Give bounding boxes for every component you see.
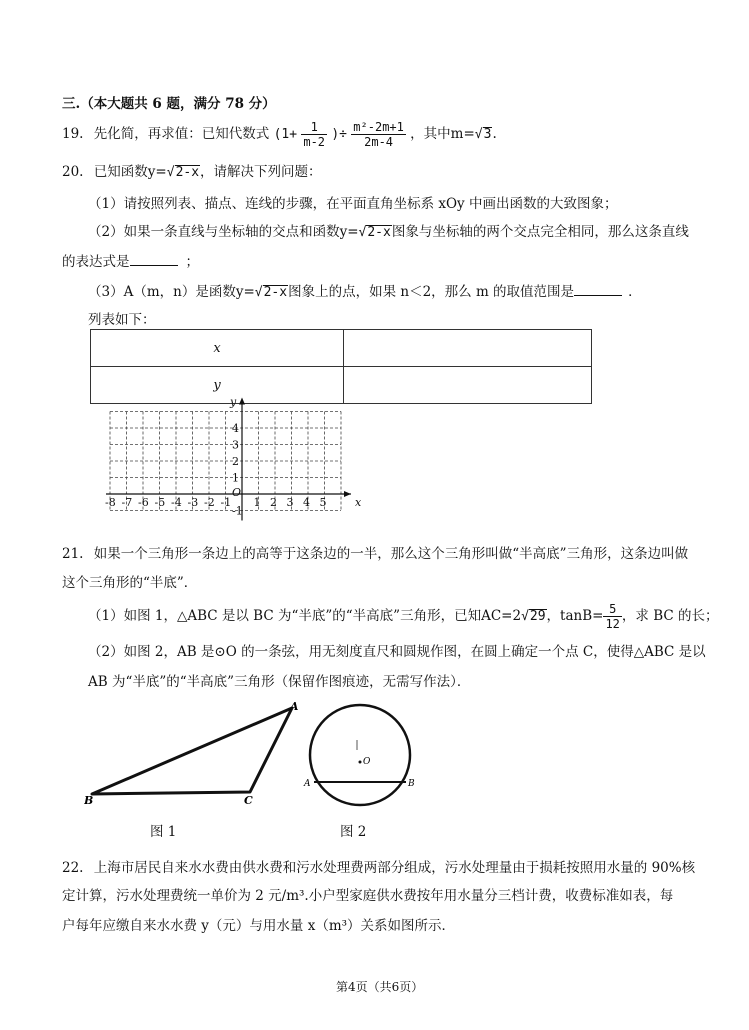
q19-paren-open: (1+ bbox=[273, 127, 298, 142]
x-tick-label: 5 bbox=[319, 496, 327, 509]
question-20-intro: 20. 已知函数y=√2-x，请解决下列问题： bbox=[62, 164, 322, 180]
q21-line-2: 这个三角形的“半底”． bbox=[62, 575, 198, 591]
table-row bbox=[91, 330, 592, 367]
figure-2-circle bbox=[300, 702, 420, 812]
point-b-label: B bbox=[408, 779, 415, 789]
x-tick-label: 1 bbox=[253, 496, 261, 509]
q20-part-1: （1）请按照列表、描点、连线的步骤，在平面直角坐标系 xOy 中画出函数的大致图象； bbox=[88, 196, 618, 212]
q21-part-1: （1）如图 1，△ABC 是以 BC 为“半底”的“半高底”三角形，已知AC=2√29，tanB= $\frac{5}{12}$ ，求 BC 的长； bbox=[88, 602, 719, 631]
table-header-y: y bbox=[91, 367, 344, 404]
x-tick-label: 4 bbox=[303, 496, 310, 509]
x-tick-label: -6 bbox=[138, 496, 149, 509]
q20-part-2-cont: 的表达式是 ； bbox=[62, 254, 199, 270]
origin-label: O bbox=[232, 486, 242, 499]
answer-blank[interactable] bbox=[130, 265, 178, 266]
y-axis-label: y bbox=[230, 395, 237, 409]
page-footer: 第4页（共6页） bbox=[336, 980, 424, 994]
q21-part-2-cont: AB 为“半底”的“半高底”三角形（保留作图痕迹，无需写作法）． bbox=[88, 674, 471, 690]
section-heading: 三.（本大题共 6 题，满分 78 分） bbox=[62, 96, 276, 112]
q19-text-b: ，其中m= bbox=[410, 126, 475, 142]
vertex-a-label: A bbox=[290, 700, 299, 713]
x-tick-label: -2 bbox=[204, 496, 215, 509]
q19-text-a: 先化简，再求值：已知代数式 bbox=[93, 126, 270, 142]
tan-fraction: $\frac{5}{12}$ bbox=[605, 602, 620, 631]
q19-sqrt: 3 bbox=[483, 127, 492, 142]
table-cell[interactable] bbox=[344, 367, 592, 404]
question-21: 21. 如果一个三角形一条边上的高等于这条边的一半，那么这个三角形叫做“半高底”三角形，这条边叫做 bbox=[62, 546, 689, 562]
x-tick-label: -1 bbox=[220, 496, 232, 509]
x-tick-label: -8 bbox=[105, 496, 116, 509]
coordinate-grid[interactable] bbox=[80, 392, 380, 534]
q22-line-2: 定计算，污水处理费统一单价为 2 元/m³.小户型家庭供水费按年用水量分三档计费，收费标准如表，每 bbox=[62, 888, 674, 904]
y-tick-label: -1 bbox=[232, 504, 243, 518]
y-tick-label: 3 bbox=[232, 438, 239, 452]
q19-fraction-1: $\frac{1}{m-2}$ bbox=[303, 120, 326, 149]
q20-part-2: （2）如果一条直线与坐标轴的交点和函数y=√2-x图象与坐标轴的两个交点完全相同，那么这条直线 bbox=[88, 224, 689, 240]
y-tick-label: 4 bbox=[232, 422, 239, 435]
table-header-x: x bbox=[91, 330, 344, 367]
figure-1-caption: 图 1 bbox=[150, 824, 177, 840]
x-tick-label: -4 bbox=[171, 496, 182, 509]
y-axis-arrow bbox=[239, 398, 245, 405]
q19-paren-close: )÷ bbox=[331, 127, 347, 142]
q20-number: 20. bbox=[62, 164, 84, 180]
figure-1-triangle bbox=[84, 698, 304, 810]
vertex-c-label: C bbox=[244, 794, 253, 807]
x-axis-arrow bbox=[344, 491, 351, 497]
x-tick-label: -7 bbox=[121, 496, 133, 509]
y-tick-label: 1 bbox=[232, 471, 239, 485]
q21-number: 21. bbox=[62, 546, 84, 562]
answer-blank[interactable] bbox=[574, 295, 622, 296]
x-tick-label: -3 bbox=[187, 496, 199, 509]
table-cell[interactable] bbox=[344, 330, 592, 367]
x-tick-label: 2 bbox=[270, 496, 277, 509]
q22-number: 22. bbox=[62, 860, 84, 876]
figure-2-caption: 图 2 bbox=[340, 824, 367, 840]
q20-part-3: （3）A（m，n）是函数y=√2-x图象上的点，如果 n＜2，那么 m 的取值范围是 ． bbox=[88, 284, 642, 300]
q19-fraction-2: $\frac{\text{m²-2m+1}}{2m-4}$ bbox=[353, 120, 404, 149]
y-tick-label: 2 bbox=[232, 455, 239, 468]
x-tick-label: -5 bbox=[154, 496, 166, 509]
center-o-label: O bbox=[363, 757, 371, 767]
point-a-label: A bbox=[304, 779, 311, 789]
q21-part-2: （2）如图 2，AB 是⊙O 的一条弦，用无刻度直尺和圆规作图，在圆上确定一个点 C，使得△ABC 是以 bbox=[88, 644, 706, 660]
question-22: 22. 上海市居民自来水水费由供水费和污水处理费两部分组成，污水处理量由于损耗按照用水量的 90%核 bbox=[62, 860, 696, 876]
x-axis-label: x bbox=[355, 496, 362, 509]
vertex-b-label: B bbox=[84, 794, 94, 807]
question-19: 19. 先化简，再求值：已知代数式 (1+ $\frac{1}{m-2}$ )÷ $\frac{\text{m²-2m+1}}{2m-4}$ ，其中m=√3. bbox=[62, 120, 497, 149]
x-tick-label: 3 bbox=[286, 496, 294, 509]
q22-line-3: 户每年应缴自来水水费 y（元）与用水量 x（m³）关系如图所示． bbox=[62, 918, 456, 934]
table-caption: 列表如下： bbox=[88, 312, 156, 328]
q19-number: 19. bbox=[62, 126, 84, 142]
